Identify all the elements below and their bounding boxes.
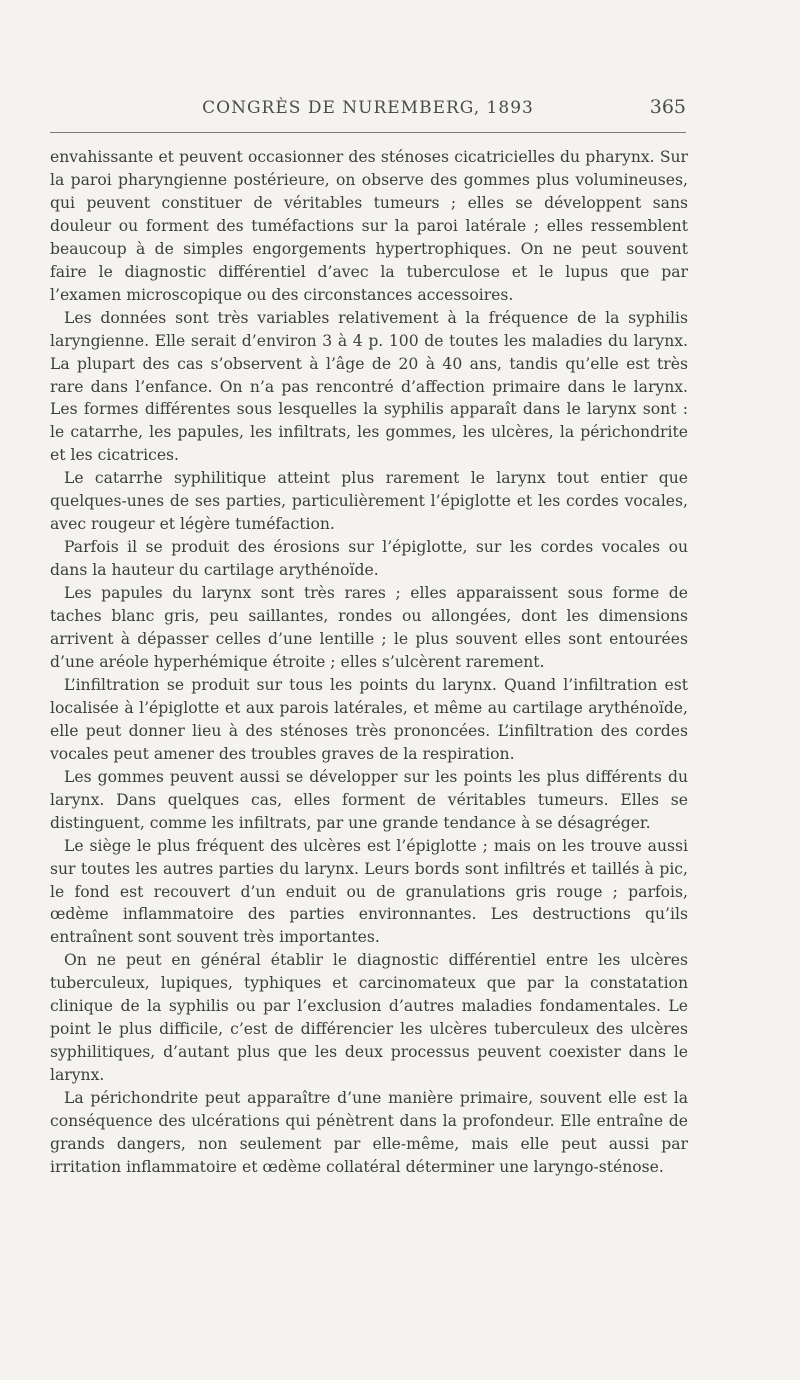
paragraph-8: Le siège le plus fréquent des ulcères est l’épiglotte ; mais on les trouve aussi sur toutes les autres parties du larynx. Leurs bords sont infiltrés et taillés à pic, le fond est recouvert d’un enduit ou de granulations gris rouge ; parfois, œdème inflammatoire des parties environnantes. Les destructions qu’ils entraînent sont souvent très importantes. [50, 836, 688, 947]
paragraph-2: Les données sont très variables relativement à la fréquence de la syphilis laryngienne. Elle serait d’environ 3 à 4 p. 100 de toutes les maladies du larynx. La plupart des cas s’observent à l’âge de 20 à 40 ans, tandis qu’elle est très rare dans l’enfance. On n’a pas rencontré d’affection primaire dans le larynx. Les formes différentes sous lesquelles la syphilis apparaît dans le larynx sont : le catarrhe, les papules, les infiltrats, les gommes, les ulcères, la périchondrite et les cicatrices. [50, 308, 688, 465]
page-number: 365 [649, 96, 686, 118]
body-text [50, 146, 688, 1179]
paragraph-7: Les gommes peuvent aussi se développer sur les points les plus différents du larynx. Dans quelques cas, elles forment de véritables tumeurs. Elles se distinguent, comme les infiltrats, par une grande tendance à se désagréger. [50, 767, 688, 832]
paragraph-4: Parfois il se produit des érosions sur l’épiglotte, sur les cordes vocales ou dans la hauteur du cartilage arythénoïde. [50, 538, 688, 580]
paragraph-6: L’infiltration se produit sur tous les points du larynx. Quand l’infiltration est localisée à l’épiglotte et aux parois latérales, et même au cartilage arythénoïde, elle peut donner lieu à des sténoses très prononcées. L’infiltration des cordes vocales peut amener des troubles graves de la respiration. [50, 675, 688, 763]
paragraph-10: La périchondrite peut apparaître d’une manière primaire, souvent elle est la conséquence des ulcérations qui pénètrent dans la profondeur. Elle entraîne de grands dangers, non seulement par elle-même, mais elle peut aussi par irritation inflammatoire et œdème collatéral déterminer une laryngo-sténose. [50, 1089, 688, 1176]
paragraph-3: Le catarrhe syphilitique atteint plus rarement le larynx tout entier que quelques-unes de ses parties, particulièrement l’épiglotte et les cordes vocales, avec rougeur et légère tuméfaction. [50, 469, 688, 534]
page-header [50, 86, 686, 126]
running-title: CONGRÈS DE NUREMBERG, 1893 [202, 98, 534, 118]
paragraph-9: On ne peut en général établir le diagnostic différentiel entre les ulcères tuberculeux, lupiques, typhiques et carcinomateux que par la constatation clinique de la syphilis ou par l’exclusion d’autres maladies fondamentales. Le point le plus difficile, c’est de différencier les ulcères tuberculeux des ulcères syphilitiques, d’autant plus que les deux processus peuvent coexister dans le larynx. [50, 951, 688, 1085]
paragraph-5: Les papules du larynx sont très rares ; elles apparaissent sous forme de taches blanc gris, peu saillantes, rondes ou allongées, dont les dimensions arrivent à dépasser celles d’une lentille ; le plus souvent elles sont entourées d’une aréole hyperhémique étroite ; elles s’ulcèrent rarement. [50, 584, 688, 671]
paragraph-1: envahissante et peuvent occasionner des sténoses cicatricielles du pharynx. Sur la paroi pharyngienne postérieure, on observe des gommes plus volumineuses, qui peuvent constituer de véritables tumeurs ; elles se développent sans douleur ou forment des tuméfactions sur la paroi latérale ; elles ressemblent beaucoup à de simples engorgements hypertrophiques. On ne peut souvent faire le diagnostic différentiel d’avec la tuberculose et le lupus que par l’examen microscopique ou des circonstances accessoires. [50, 148, 688, 304]
header-rule [50, 132, 686, 133]
